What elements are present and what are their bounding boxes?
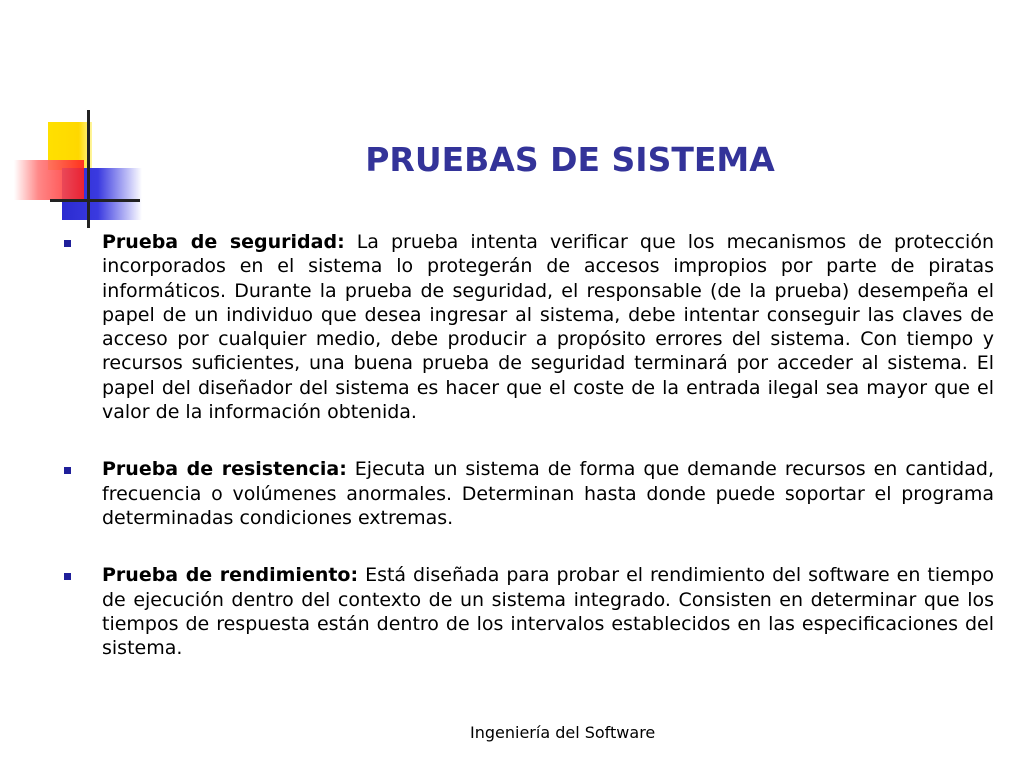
- list-item-term: Prueba de rendimiento:: [102, 564, 359, 587]
- logo-horizontal-line: [50, 199, 140, 202]
- list-item-text: [102, 230, 994, 424]
- list-item-text: [102, 457, 994, 530]
- square-bullet-icon: [64, 573, 71, 580]
- square-bullet-icon: [64, 240, 71, 247]
- list-item-text: [102, 563, 994, 660]
- list-item-description: La prueba intenta verificar que los mecanismos de protección incorporados en el sistema lo protegerán de accesos impropios por parte de piratas informáticos. Durante la prueba de seguridad, el responsable (de la prueba) desempeña el papel de un individuo que desea ingresar al sistema, debe intentar conseguir las claves de acceso por cualquier medio, debe producir a propósito errores del sistema. Con tiempo y recursos suficientes, una buena prueba de seguridad terminará por acceder al sistema. El papel del diseñador del sistema es hacer que el coste de la entrada ilegal sea mayor que el valor de la información obtenida.: [102, 231, 994, 424]
- bullet-list: [62, 230, 994, 693]
- list-item-term: Prueba de resistencia:: [102, 458, 347, 481]
- footer-text: Ingeniería del Software: [470, 723, 656, 742]
- list-item: [62, 230, 994, 424]
- list-item-description: Ejecuta un sistema de forma que demande recursos en cantidad, frecuencia o volúmenes anormales. Determinan hasta donde puede soportar el programa determinadas condiciones extremas.: [102, 458, 994, 529]
- logo-red-square: [14, 160, 84, 200]
- list-item-description: Está diseñada para probar el rendimiento del software en tiempo de ejecución dentro del contexto de un sistema integrado. Consisten en determinar que los tiempos de respuesta están dentro de los intervalos establecidos en las especificaciones del sistema.: [102, 564, 994, 660]
- list-item: [62, 563, 994, 660]
- square-bullet-icon: [64, 467, 71, 474]
- logo-vertical-line: [87, 110, 90, 228]
- list-item: [62, 457, 994, 530]
- slide-title: PRUEBAS DE SISTEMA: [365, 140, 775, 179]
- decorative-logo-icon: [0, 0, 160, 240]
- list-item-term: Prueba de seguridad:: [102, 231, 345, 253]
